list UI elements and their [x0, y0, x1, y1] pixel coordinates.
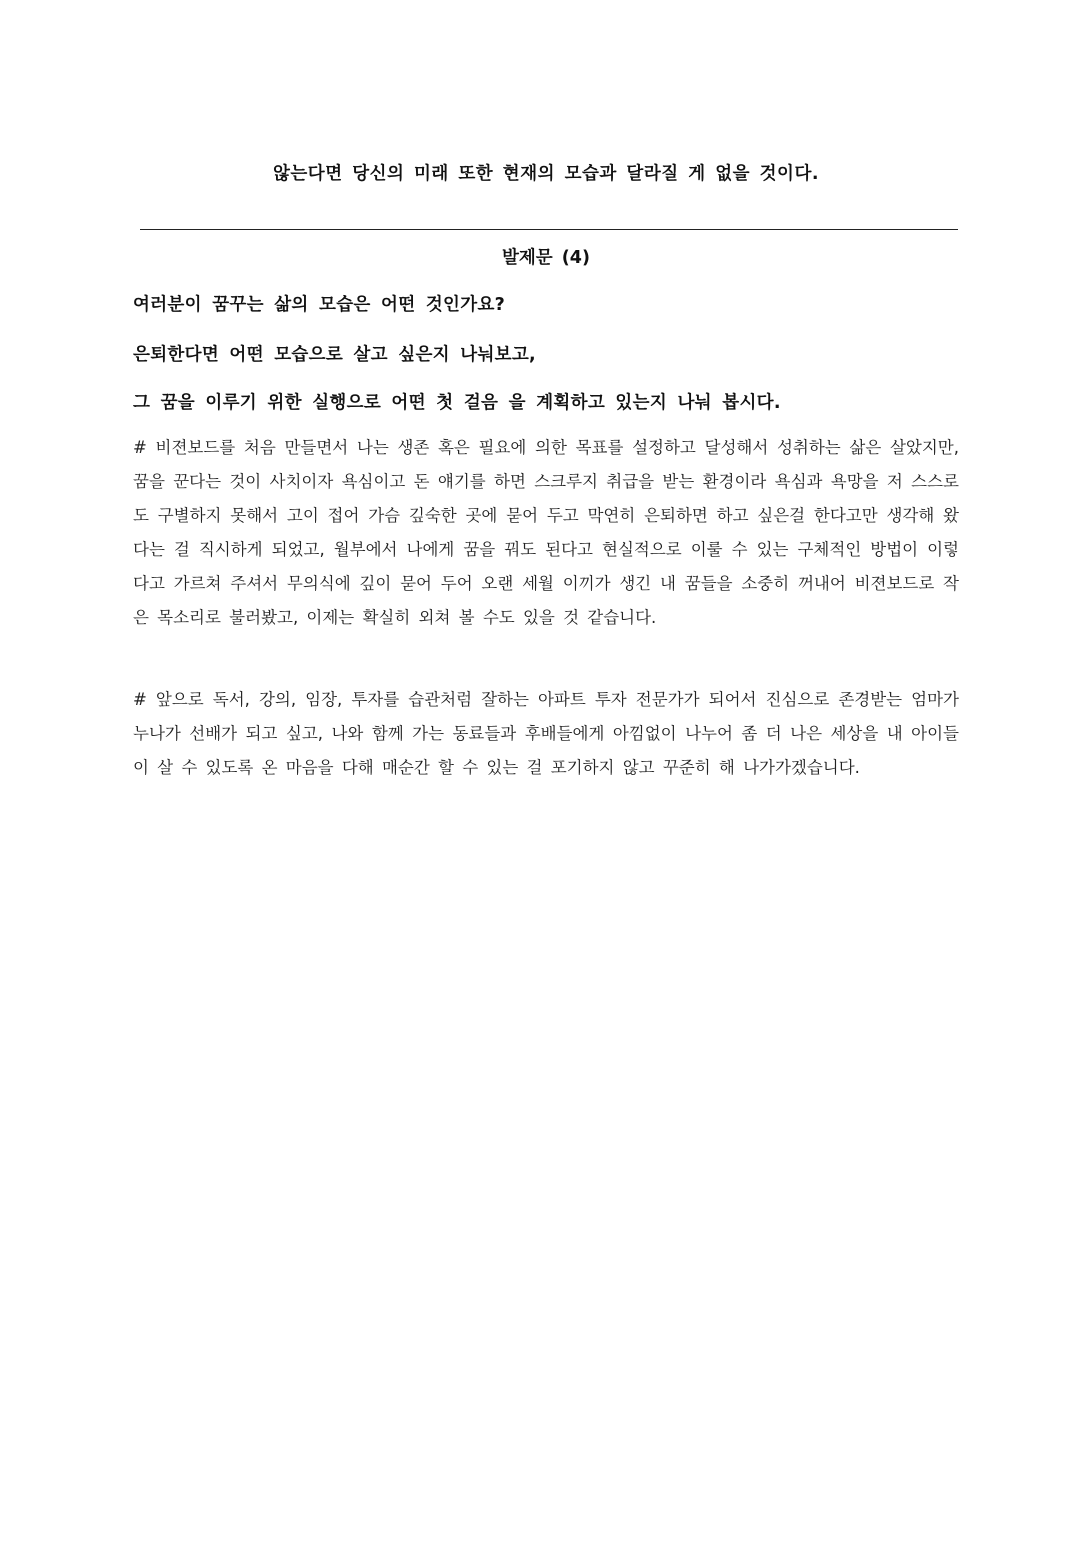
answer-paragraph-1: # 비젼보드를 처음 만들면서 나는 생존 혹은 필요에 의한 목표를 설정하고 달성해서 성취하는 삶은 살았지만, 꿈을 꾼다는 것이 사치이자 욕심이고 돈 얘기를 하면 스크루지 취급을 받는 환경이라 욕심과 욕망을 저 스스로도 구별하지 못해서 고이 접어 가슴 깊숙한 곳에 묻어 두고 막연히 은퇴하면 하고 싶은걸 한다고만 생각해 왔다는 걸 직시하게 되었고, 월부에서 나에게 꿈을 꿔도 된다고 현실적으로 이룰 수 있는 구체적인 방법이 이렇다고 가르쳐 주셔서 무의식에 깊이 묻어 두어 오랜 세월 이끼가 생긴 내 꿈들을 소중히 꺼내어 비젼보드로 작은 목소리로 불러봤고, 이제는 확실히 외쳐 볼 수도 있을 것 같습니다. [133, 438, 959, 627]
prompt-question-2: 은퇴한다면 어떤 모습으로 살고 싶은지 나눠보고, [133, 345, 537, 365]
prompt-question-3: 그 꿈을 이루기 위한 실행으로 어떤 첫 걸음 을 계획하고 있는지 나눠 봅시다. [133, 393, 781, 413]
continuation-line: 않는다면 당신의 미래 또한 현재의 모습과 달라질 게 없을 것이다. [272, 164, 819, 184]
section-title: 발제문 (4) [502, 248, 590, 268]
answer-paragraph-2: # 앞으로 독서, 강의, 임장, 투자를 습관처럼 잘하는 아파트 투자 전문가가 되어서 진심으로 존경받는 엄마가 누나가 선배가 되고 싶고, 나와 함께 가는 동료들과 후배들에게 아낌없이 나누어 좀 더 나은 세상을 내 아이들이 살 수 있도록 온 마음을 다해 매순간 할 수 있는 걸 포기하지 않고 꾸준히 해 나가가겠습니다. [133, 690, 959, 777]
prompt-question-1: 여러분이 꿈꾸는 삶의 모습은 어떤 것인가요? [133, 295, 506, 315]
section-divider [140, 229, 958, 230]
